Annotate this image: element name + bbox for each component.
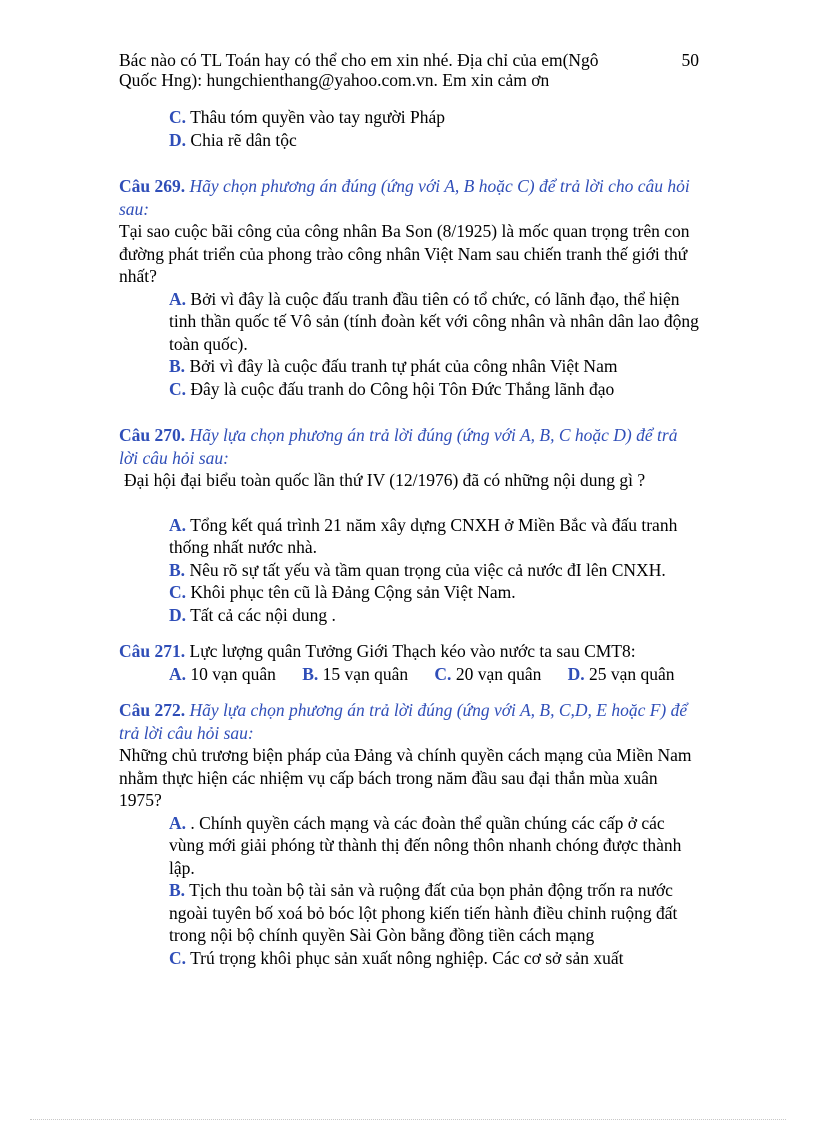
option-label: A. xyxy=(169,514,187,535)
option-text: Bởi vì đây là cuộc đấu tranh đầu tiên có tổ chức, có lãnh đạo, thể hiện tinh thần quốc tế Vô sản (tính đoàn kết với công nhân và nhân dân lao động toàn quốc). xyxy=(169,288,699,354)
option-label: B. xyxy=(169,356,186,376)
question-instruction: Hãy lựa chọn phương án trả lời đúng (ứng với A, B, C,D, E hoặc F) để trả lời câu hỏi sau: xyxy=(119,700,688,743)
page-bottom-divider xyxy=(30,1119,786,1120)
question-header xyxy=(119,699,699,744)
option-d xyxy=(119,604,699,627)
page-content xyxy=(119,106,699,969)
option-label: B. xyxy=(169,880,186,900)
option-label: D. xyxy=(567,663,585,684)
question-272 xyxy=(119,699,699,969)
question-271 xyxy=(119,640,699,685)
option-label: C. xyxy=(169,582,187,602)
question-269 xyxy=(119,175,699,400)
option-text: 15 vạn quân xyxy=(322,663,409,684)
option-label: A. xyxy=(169,288,187,309)
question-header xyxy=(119,640,699,663)
page-header xyxy=(119,50,699,90)
question-label: Câu 272. xyxy=(119,700,186,720)
question-label: Câu 270. xyxy=(119,425,186,445)
option-text: Nêu rõ sự tất yếu và tầm quan trọng của việc cả nước đI lên CNXH. xyxy=(189,559,666,580)
option-b xyxy=(119,559,699,582)
page-number: 50 xyxy=(681,50,699,70)
question-label: Câu 271. xyxy=(119,641,186,661)
option-a xyxy=(119,812,699,880)
option-text: Tất cả các nội dung . xyxy=(190,604,336,625)
question-text: Tại sao cuộc bãi công của công nhân Ba Son (8/1925) là mốc quan trọng trên con đường phát triển của phong trào công nhân Việt Nam sau chiến tranh thế giới thứ nhất? xyxy=(119,221,690,286)
question-text: Những chủ trương biện pháp của Đảng và chính quyền cách mạng của Miền Nam nhằm thực hiện các nhiệm vụ cấp bách trong năm đầu sau đại thắn mùa xuân 1975? xyxy=(119,745,692,810)
option-label: C. xyxy=(434,663,452,684)
question-header xyxy=(119,424,699,469)
option-label: A. xyxy=(169,812,187,833)
question-270 xyxy=(119,424,699,626)
option-c xyxy=(119,947,699,970)
option-label: B. xyxy=(169,559,186,580)
question-text: Đại hội đại biểu toàn quốc lần thứ IV (12/1976) đã có những nội dung gì ? xyxy=(124,470,646,490)
option-label: B. xyxy=(302,663,319,684)
option-c xyxy=(119,378,699,401)
option-text: Đây là cuộc đấu tranh do Công hội Tôn Đức Thắng lãnh đạo xyxy=(190,378,615,399)
option-text: Thâu tóm quyền vào tay người Pháp xyxy=(190,107,446,127)
question-label: Câu 269. xyxy=(119,176,186,196)
option-text: 25 vạn quân xyxy=(589,663,675,684)
option-text: . Chính quyền cách mạng và các đoàn thể quần chúng các cấp ở các vùng mới giải phóng từ thành thị đến nông thôn nhanh chóng được thành lập. xyxy=(169,812,682,878)
option-text: Tổng kết quá trình 21 năm xây dựng CNXH ở Miền Bắc và đấu tranh thống nhất nước nhà. xyxy=(169,514,678,557)
option-text: Tịch thu toàn bộ tài sản và ruộng đất của bọn phản động trốn ra nước ngoài tuyên bố xoá bỏ bóc lột phong kiến tiến hành điều chỉnh ruộng đất trong nội bộ chính quyền Sài Gòn bằng đồng tiền cách mạng xyxy=(169,880,678,945)
option-a xyxy=(119,288,699,356)
option-text: 10 vạn quân xyxy=(190,663,276,684)
question-instruction: Hãy chọn phương án đúng (ứng với A, B hoặc C) để trả lời cho câu hỏi sau: xyxy=(119,176,690,219)
option-label: D. xyxy=(169,129,187,150)
option-b xyxy=(119,355,699,378)
option-text: Trú trọng khôi phục sản xuất nông nghiệp. Các cơ sở sản xuất xyxy=(190,947,624,968)
header-line-1: Bác nào có TL Toán hay có thể cho em xin nhé. Địa chỉ của em(Ngô xyxy=(119,50,599,70)
prev-option-c xyxy=(119,106,699,129)
option-a xyxy=(119,514,699,559)
header-line-2: Quốc Hng): hungchienthang@yahoo.com.vn. Em xin cảm ơn xyxy=(119,70,550,90)
option-text: 20 vạn quân xyxy=(455,663,542,684)
option-label: D. xyxy=(169,604,187,625)
option-label: C. xyxy=(169,378,187,399)
option-text: Bởi vì đây là cuộc đấu tranh tự phát của công nhân Việt Nam xyxy=(189,356,618,376)
option-label: C. xyxy=(169,947,187,968)
prev-option-d xyxy=(119,129,699,152)
option-text: Chia rẽ dân tộc xyxy=(190,129,297,150)
question-text: Lực lượng quân Tưởng Giới Thạch kéo vào nước ta sau CMT8: xyxy=(189,641,636,661)
question-header xyxy=(119,175,699,220)
option-label: A. xyxy=(169,663,187,684)
option-row xyxy=(119,663,699,686)
option-c xyxy=(119,581,699,604)
option-text: Khôi phục tên cũ là Đảng Cộng sản Việt Nam. xyxy=(190,582,516,602)
option-label: C. xyxy=(169,107,187,127)
option-b xyxy=(119,879,699,947)
question-instruction: Hãy lựa chọn phương án trả lời đúng (ứng với A, B, C hoặc D) để trả lời câu hỏi sau: xyxy=(119,425,678,468)
